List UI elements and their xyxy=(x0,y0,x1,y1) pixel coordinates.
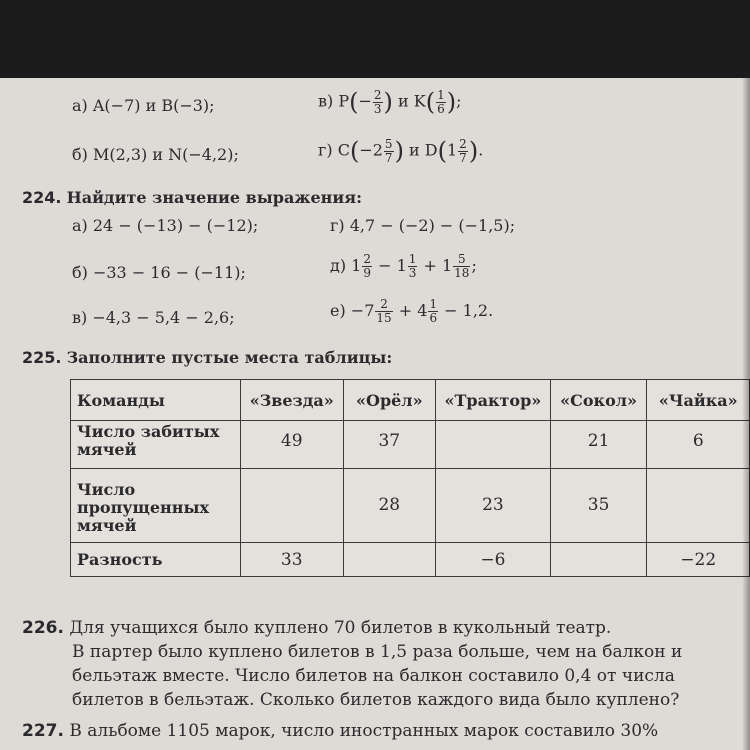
task224-option-d: д) 1 $\frac{2}{9}$ − 1 $\frac{1}{3}$ + 1 $\frac{5}{18}$ ; xyxy=(330,252,477,280)
task225-heading xyxy=(22,348,392,367)
table-cell xyxy=(550,543,647,577)
table-cell: −6 xyxy=(436,543,551,577)
fraction: $\frac{5}{18}$ xyxy=(454,252,470,280)
task223-option-a: а) A(−7) и B(−3); xyxy=(72,96,215,115)
task-number: 224. xyxy=(22,188,62,207)
table-row xyxy=(71,543,750,577)
fraction: $\frac{2}{15}$ xyxy=(376,297,392,325)
task226-line-3: бельэтаж вместе. Число билетов на балкон составило 0,4 от числа xyxy=(72,666,675,686)
task226-line-2: В партер было куплено билетов в 1,5 раза больше, чем на балкон и xyxy=(72,642,683,662)
table-header-cell: «Звезда» xyxy=(240,380,343,421)
task-number: 227. xyxy=(22,721,64,741)
table-header-cell: Команды xyxy=(71,380,241,421)
row-label: Число забитых мячей xyxy=(71,421,241,469)
task226-line-1: 226. Для учащихся было куплено 70 билетов в кукольный театр. xyxy=(22,618,612,638)
teams-table xyxy=(70,379,750,577)
fraction: $\frac{1}{3}$ xyxy=(408,252,417,280)
table-cell: 21 xyxy=(550,421,647,469)
table-row xyxy=(71,421,750,469)
table-cell: 35 xyxy=(550,469,647,543)
task224-heading xyxy=(22,188,362,207)
fraction: $\frac{2}{9}$ xyxy=(363,252,371,280)
task227-line-1: 227. В альбоме 1105 марок, число иностранных марок составило 30% xyxy=(22,721,659,741)
task224-option-a: а) 24 − (−13) − (−12); xyxy=(72,216,259,235)
textbook-page xyxy=(0,78,750,750)
row-label: Число пропущенных мячей xyxy=(71,469,241,543)
task224-option-b: б) −33 − 16 − (−11); xyxy=(72,263,246,282)
fraction: $\frac{1}{6}$ xyxy=(429,297,438,325)
task226-line-4: билетов в бельэтаж. Сколько билетов каждого вида было куплено? xyxy=(72,690,680,710)
table-header-cell: «Чайка» xyxy=(647,380,750,421)
task-title: Найдите значение выражения: xyxy=(66,188,362,207)
table-header-cell: «Орёл» xyxy=(343,380,435,421)
table-cell xyxy=(647,469,750,543)
page-shadow xyxy=(742,78,750,750)
task224-option-e: е) −7 $\frac{2}{15}$ + 4 $\frac{1}{6}$ − 1,2. xyxy=(330,297,494,325)
table-cell: 37 xyxy=(343,421,435,469)
table-cell: 23 xyxy=(436,469,551,543)
task223-option-g: г) C(−2 $\frac{5}{7}$ ) и D(1 $\frac{2}{7}$ ). xyxy=(318,136,484,165)
table-cell: −22 xyxy=(647,543,750,577)
table-row xyxy=(71,469,750,543)
fraction: $\frac{1}{6}$ xyxy=(437,87,445,116)
task223-option-v: в) P(− $\frac{2}{3}$ ) и K( $\frac{1}{6}$ ); xyxy=(318,87,462,116)
task224-option-v: в) −4,3 − 5,4 − 2,6; xyxy=(72,308,235,327)
row-label: Разность xyxy=(71,543,241,577)
task-number: 225. xyxy=(22,348,62,367)
table-cell: 49 xyxy=(240,421,343,469)
fraction: $\frac{2}{3}$ xyxy=(373,87,382,116)
task224-option-g: г) 4,7 − (−2) − (−1,5); xyxy=(330,216,516,235)
table-cell xyxy=(240,469,343,543)
table-header-cell: «Трактор» xyxy=(436,380,551,421)
table-cell xyxy=(436,421,551,469)
table-cell xyxy=(343,543,435,577)
table-header-cell: «Сокол» xyxy=(550,380,647,421)
fraction: $\frac{2}{7}$ xyxy=(459,136,467,165)
table-cell: 6 xyxy=(647,421,750,469)
fraction: $\frac{5}{7}$ xyxy=(384,136,393,165)
task-title: Заполните пустые места таблицы: xyxy=(66,348,393,367)
table-cell: 33 xyxy=(240,543,343,577)
table-header-row xyxy=(71,380,750,421)
task-number: 226. xyxy=(22,618,64,638)
task223-option-b: б) M(2,3) и N(−4,2); xyxy=(72,145,239,164)
table-cell: 28 xyxy=(343,469,435,543)
